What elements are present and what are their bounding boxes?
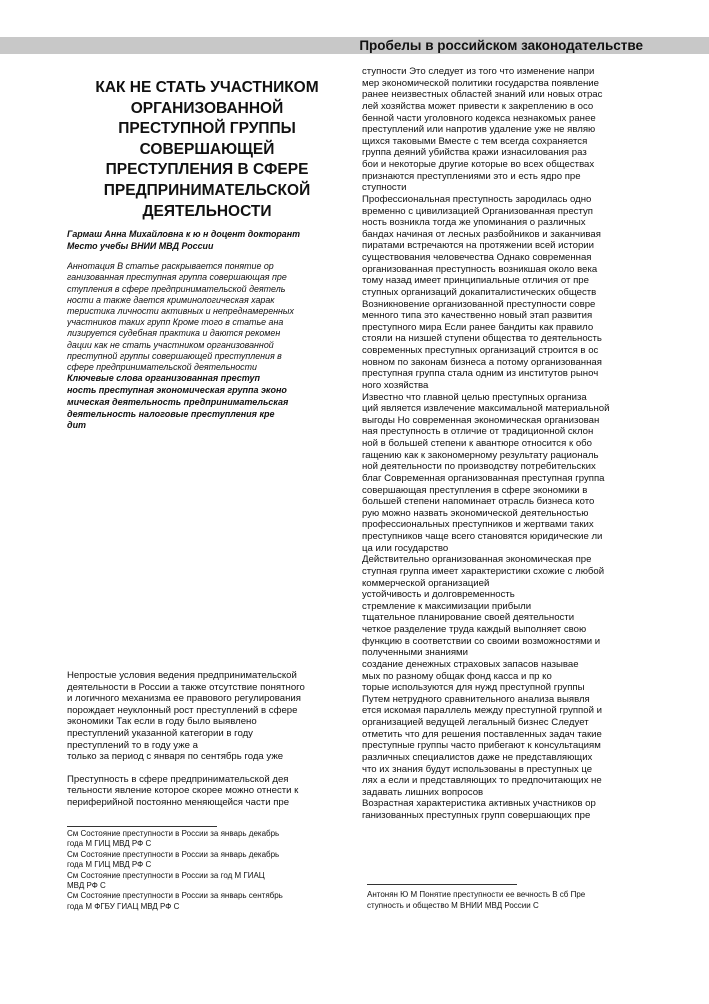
text-line: задавать лишних вопросов	[362, 786, 484, 798]
footnote-line: См Состояние преступности в России за январь декабрь	[67, 829, 280, 838]
text-line: ступности Это следует из того что изменение напри	[362, 66, 595, 77]
text-line: совершающая преступления в сфере экономики в	[362, 484, 588, 496]
keywords-line: ность преступная экономическая группа эконо	[67, 384, 287, 395]
footnote-line: Антонян Ю М Понятие преступности ее вечность В сб Пре	[367, 890, 586, 899]
text-line: менного типа это качественно новый этап развития	[362, 310, 593, 322]
text-line: экономики Так если в году было выявлено	[67, 716, 257, 728]
footnotes-right	[367, 890, 643, 911]
text-line: ступных организаций докапиталистических обществ	[362, 286, 597, 298]
abstract-line: участников таких групп Кроме того в статье ана	[67, 317, 284, 328]
text-line: выгоды Но современная экономическая организован	[362, 414, 600, 426]
title-line: ПРЕСТУПНОЙ ГРУППЫ	[118, 120, 296, 138]
article-title	[87, 78, 327, 222]
text-line: ная преступность в отличие от традиционной склон	[362, 426, 594, 438]
text-line: деятельности в России а также отсутствие понятного	[67, 681, 305, 693]
text-line: ной в большей степени к авантюре относится к обо	[362, 438, 592, 449]
right-body-text	[362, 66, 642, 822]
text-line: организацией ведущей легальный бизнес Следует	[362, 717, 589, 728]
text-line: мых по разному общак фонд касса и пр ко	[362, 670, 552, 682]
footnote-divider-right	[367, 884, 517, 885]
text-line: пиратами встречаются на протяжении всей истории	[362, 240, 595, 252]
text-line: стремление к максимизации прибыли	[362, 600, 532, 612]
text-line: полученными знаниями	[362, 647, 468, 659]
text-line: лей хозяйства может привести к закреплению в осо	[362, 100, 594, 112]
text-line: тельности явление которое скорее можно отнести к	[67, 785, 299, 797]
title-line: ОРГАНИЗОВАННОЙ	[130, 99, 284, 117]
text-line: бои и некоторые другие которые во всех обществах	[362, 159, 595, 170]
abstract-line: ганизованная преступная группа совершающая пре	[67, 272, 287, 283]
text-line: преступные группы часто прибегают к консультациям	[362, 740, 601, 752]
text-line: тщательное планирование своей деятельности	[362, 612, 575, 624]
footnote-line: года М ГИЦ МВД РФ С	[67, 839, 152, 849]
text-line: профессиональных преступников и жертвами таких	[362, 519, 594, 531]
text-line: порождает неуклонный рост преступлений в сфере	[67, 704, 298, 716]
text-line: создание денежных страховых запасов называе	[362, 658, 579, 670]
text-line: стояли на низшей ступени общества то деятельность	[362, 333, 602, 345]
text-line: ного хозяйства	[362, 379, 429, 391]
footnotes-left	[67, 829, 345, 912]
text-line: преступлений или напротив удаление уже не являю	[362, 124, 596, 136]
text-line: благ Современная организованная преступная группа	[362, 472, 605, 484]
abstract-line: ности а также дается криминологическая харак	[67, 294, 275, 305]
text-line: ганизованных преступных групп совершающих пре	[362, 810, 591, 821]
text-line: преступного мира Если ранее бандиты как правило	[362, 321, 594, 333]
text-line: что их знания будут использованы в преступных це	[362, 763, 593, 775]
author-line: Гармаш Анна Михайловна к ю н доцент докторант	[67, 229, 300, 240]
text-line: бандах начиная от лесных разбойников и заканчивая	[362, 228, 601, 240]
abstract-line: ступления в сфере предпринимательской деятель	[67, 283, 286, 294]
text-line: тому назад имеет принципиальные отличия от пре	[362, 275, 589, 287]
abstract-line: сфере предпринимательской деятельности	[67, 361, 257, 372]
text-line: Возрастная характеристика активных участников ор	[362, 798, 596, 810]
text-line: ций является извлечение максимальной материальной	[362, 403, 610, 415]
text-line: Известно что главной целью преступных организа	[362, 391, 587, 403]
text-line: новном по законам бизнеса а потому организованная	[362, 356, 602, 368]
text-line: ранее неизвестных областей знаний или новых отрас	[362, 89, 603, 101]
text-line: Возникновение организованной преступности совре	[362, 298, 596, 310]
text-line: существования человечества Однако современная	[362, 252, 592, 263]
text-line: большей степени напоминает отрасль бизнеса кото	[362, 496, 595, 508]
text-line: рую можно назвать экономической деятельностью	[362, 507, 589, 519]
keywords-line: мическая деятельность предпринимательская	[67, 396, 289, 407]
footnote-line: См Состояние преступности в России за январь декабрь	[67, 849, 280, 859]
text-line: ца или государство	[362, 542, 449, 554]
text-line: временно с цивилизацией Организованная преступ	[362, 205, 593, 217]
author-info	[67, 228, 345, 252]
title-line: ДЕЯТЕЛЬНОСТИ	[142, 202, 272, 220]
footnote-line: ступность и общество М ВНИИ МВД России С	[367, 900, 539, 910]
text-line: Путем нетрудного сравнительного анализа выявля	[362, 693, 590, 705]
text-line: группа деяний убийства кражи изнасилования раз	[362, 147, 587, 159]
text-line: признаются преступлениями это и есть ядро пре	[362, 170, 581, 182]
text-line: ной деятельности по производству потребительских	[362, 461, 596, 473]
right-column	[362, 66, 642, 822]
text-line: ется искомая параллель между преступной группой и	[362, 705, 602, 717]
text-line: преступлений указанной категории в году	[67, 727, 253, 739]
footnote-line: См Состояние преступности в России за год М ГИАЦ	[67, 870, 265, 880]
keywords	[67, 373, 345, 432]
text-line: Непростые условия ведения предпринимательской	[67, 670, 297, 681]
text-line: четкое разделение труда каждый выполняет свою	[362, 624, 587, 635]
text-line: отметить что для решения поставленных задач такие	[362, 728, 602, 740]
text-line: только за период с января по сентябрь года уже	[67, 751, 284, 763]
footnote-line: См Состояние преступности в России за январь сентябрь	[67, 891, 283, 901]
text-line: гащению как к закономерному результату рациональ	[362, 449, 599, 461]
abstract-line: преступной группы совершающей преступления в	[67, 350, 282, 361]
text-line: Действительно организованная экономическая пре	[362, 554, 592, 566]
text-line: преступников чаще всего становятся юридические ли	[362, 531, 603, 542]
abstract-line: лизируется судебная практика и даются рекомен	[67, 328, 281, 339]
text-line: бенной части уголовного кодекса незнакомых ранее	[362, 112, 596, 124]
text-line: периферийной постоянно меняющейся части пре	[67, 796, 290, 808]
abstract-line: теристика личности активных и непреднамеренных	[67, 305, 294, 316]
paragraph-definition	[67, 774, 345, 809]
text-line: ступная группа имеет характеристики схожие с любой	[362, 565, 605, 577]
text-line: ность возникла тогда же упоминания о различных	[362, 217, 586, 229]
text-line: Преступность в сфере предпринимательской дея	[67, 773, 289, 785]
text-line: щихся таковыми Вместе с тем всегда сохраняется	[362, 135, 588, 147]
running-header-title: Пробелы в российском законодательстве	[359, 38, 643, 53]
title-line: ПРЕСТУПЛЕНИЯ В СФЕРЕ	[105, 161, 309, 179]
text-line: и логичного механизма ее правового регулирования	[67, 693, 301, 705]
text-line: различных специалистов даже не представляющих	[362, 751, 593, 763]
text-line: коммерческой организацией	[362, 577, 490, 589]
footnote-line: года М ФГБУ ГИАЦ МВД РФ С	[67, 901, 180, 911]
footnote-line: МВД РФ С	[67, 881, 106, 891]
footnote-divider-left	[67, 826, 217, 827]
text-line: торые используются для нужд преступной группы	[362, 682, 585, 694]
text-line: лях а если и представляющих то предпочитающих не	[362, 775, 602, 787]
title-line: ПРЕДПРИНИМАТЕЛЬСКОЙ	[103, 181, 311, 199]
paragraph-intro	[67, 670, 345, 763]
abstract	[67, 261, 345, 373]
keywords-line: деятельность налоговые преступления кре	[67, 408, 275, 419]
text-line: преступлений то в году уже а	[67, 739, 198, 751]
text-line: Профессиональная преступность зародилась одно	[362, 193, 592, 205]
text-line: функцию в соответствии со своими возможностями и	[362, 635, 601, 647]
footnote-line: года М ГИЦ МВД РФ С	[67, 860, 152, 870]
paragraph-gap	[67, 763, 345, 774]
text-line: ступности	[362, 182, 407, 194]
title-line: КАК НЕ СТАТЬ УЧАСТНИКОМ	[95, 79, 319, 96]
text-line: устойчивость и долговременность	[362, 589, 515, 601]
text-line: преступная группа стала одним из институтов рыноч	[362, 368, 599, 380]
keywords-line: дит	[67, 420, 87, 431]
left-body-text	[67, 670, 345, 809]
keywords-line: Ключевые слова организованная преступ	[67, 373, 261, 384]
text-line: современных преступных организаций строится в ос	[362, 345, 599, 356]
text-line: организованная преступность возникшая около века	[362, 263, 598, 275]
text-line: мер экономической политики государства появление	[362, 77, 599, 89]
abstract-line: дации как не стать участником организованной	[67, 339, 274, 350]
title-line: СОВЕРШАЮЩЕЙ	[139, 140, 275, 158]
left-column	[67, 78, 345, 432]
author-line: Место учебы ВНИИ МВД России	[67, 241, 214, 252]
abstract-line: Аннотация В статье раскрывается понятие ор	[67, 261, 274, 272]
